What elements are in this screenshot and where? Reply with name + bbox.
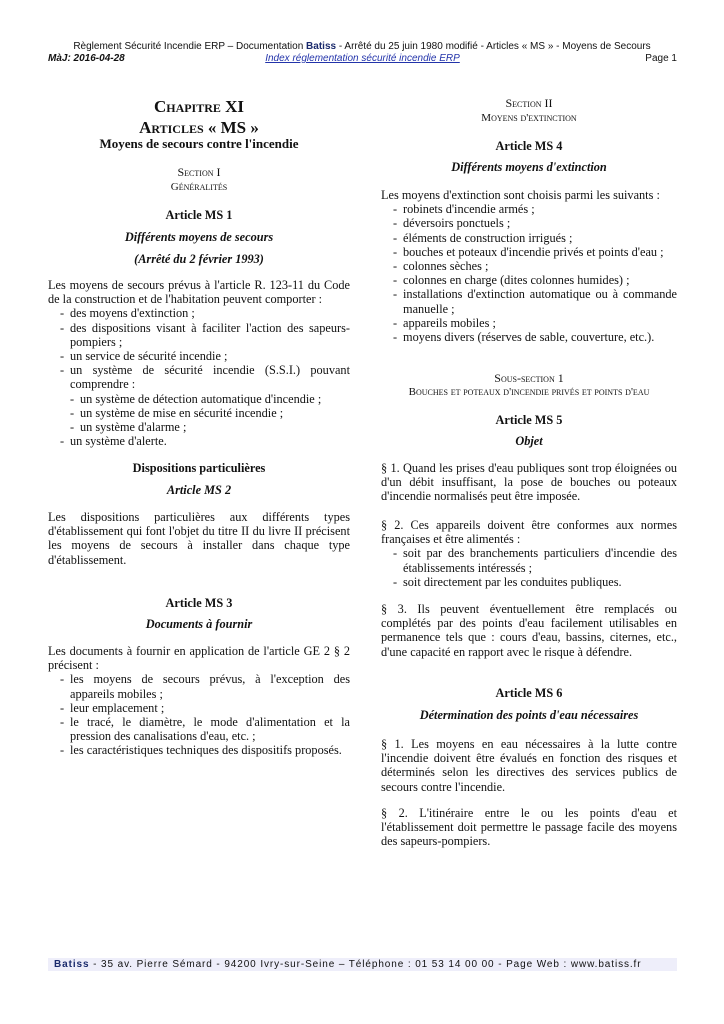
- section-title: Bouches et poteaux d'incendie privés et points d'eau: [408, 386, 650, 398]
- text-block: [381, 518, 677, 589]
- section-heading-block: [48, 165, 350, 179]
- text-block: [381, 188, 677, 344]
- paragraph: Les moyens de secours prévus à l'article R. 123-11 du Code de la construction et de l'habitation peuvent comporter :: [48, 278, 350, 307]
- list-item: - leur emplacement ;: [48, 701, 350, 715]
- header-title-end: - Arrêté du 25 juin 1980 modifié - Articles « MS » - Moyens de Secours: [336, 41, 651, 52]
- list-item: - déversoirs ponctuels ;: [381, 216, 677, 230]
- section-title-block: [48, 180, 350, 194]
- sub-list-item: - un système de détection automatique d'incendie ;: [48, 392, 350, 406]
- list-item: - colonnes en charge (dites colonnes humides) ;: [381, 273, 677, 287]
- article-subtitle: Détermination des points d'eau nécessaires: [419, 708, 639, 722]
- article-heading: Article MS 4: [495, 139, 563, 153]
- footer-bar: [48, 958, 677, 971]
- section-title-block: [381, 111, 677, 125]
- index-link[interactable]: Index réglementation sécurité incendie ERP: [265, 53, 460, 64]
- update-date: MàJ: 2016-04-28: [48, 53, 125, 64]
- article-subtitle: Différents moyens de secours: [124, 230, 274, 244]
- article-heading-block: [381, 686, 677, 700]
- paragraph: § 1. Les moyens en eau nécessaires à la lutte contre l'incendie doivent être évalués en fonction des risques et déterminés selon les directives des services publics de secours contre l'incendie.: [381, 737, 677, 794]
- article-heading: Article MS 1: [165, 208, 233, 222]
- chapter-heading: Chapitre XI: [153, 97, 245, 116]
- article-heading: Article MS 6: [495, 686, 563, 700]
- paragraph-block: [381, 602, 677, 659]
- list-item: - les caractéristiques techniques des dispositifs proposés.: [48, 743, 350, 757]
- article-heading-block: [48, 596, 350, 610]
- article-heading-block: [48, 461, 350, 475]
- article-subtitle: Article MS 2: [166, 483, 232, 497]
- chapter-subtitle-block: [48, 137, 350, 151]
- text-block: [48, 644, 350, 758]
- chapter-heading-block: [48, 118, 350, 138]
- article-subtitle-block: [48, 230, 350, 244]
- section-title: Moyens d'extinction: [481, 112, 577, 124]
- paragraph: Les documents à fournir en application de l'article GE 2 § 2 précisent :: [48, 644, 350, 673]
- page-number: Page 1: [645, 53, 677, 64]
- list-item: - les moyens de secours prévus, à l'exception des appareils mobiles ;: [48, 672, 350, 700]
- paragraph: Les moyens d'extinction sont choisis parmi les suivants :: [381, 188, 660, 202]
- article-subtitle-block: [381, 434, 677, 448]
- list-item: - robinets d'incendie armés ;: [381, 202, 677, 216]
- paragraph: Les dispositions particulières aux différents types d'établissement qui font l'objet du titre II du livre II précisent les moyens de secours à installer dans chaque type d'établissement.: [48, 510, 350, 567]
- paragraph: § 3. Ils peuvent éventuellement être remplacés ou complétés par des points d'eau facilement utilisables en permanence tels que : cours d'eau, bassins, citernes, etc., d'une capacité en rapport avec le risque à défendre.: [381, 602, 677, 659]
- article-subtitle-block: [381, 708, 677, 722]
- list-item: - colonnes sèches ;: [381, 259, 677, 273]
- paragraph: § 1. Quand les prises d'eau publiques sont trop éloignées ou d'un débit insuffisant, la pose de bouches ou poteaux d'incendie normalisés peut être imposée.: [381, 461, 677, 504]
- article-subtitle-block: [48, 617, 350, 631]
- header-brand: Batiss: [306, 41, 337, 52]
- footer-brand: Batiss: [54, 959, 90, 970]
- article-heading: Dispositions particulières: [132, 461, 266, 475]
- paragraph: § 2. L'itinéraire entre le ou les points d'eau et l'établissement doit permettre le passage facile des moyens des sapeurs-pompiers.: [381, 806, 677, 849]
- sub-list-item: - un système d'alarme ;: [48, 420, 350, 434]
- chapter-heading-block: [48, 97, 350, 117]
- list-item: - appareils mobiles ;: [381, 316, 677, 330]
- list-item: - éléments de construction irrigués ;: [381, 231, 677, 245]
- sub-list-item: - un système de mise en sécurité incendie ;: [48, 406, 350, 420]
- paragraph-block: [48, 510, 350, 567]
- paragraph-block: [381, 461, 677, 504]
- section-heading: Sous-section 1: [494, 371, 564, 385]
- section-heading-block: [381, 96, 677, 110]
- list-item: - des moyens d'extinction ;: [48, 306, 350, 320]
- section-title-block: [381, 385, 677, 399]
- article-heading-block: [381, 413, 677, 427]
- article-subtitle: (Arrêté du 2 février 1993): [134, 252, 264, 266]
- text-block: [48, 278, 350, 448]
- header-title-start: Règlement Sécurité Incendie ERP – Documentation: [73, 41, 307, 52]
- article-subtitle: Documents à fournir: [145, 617, 253, 631]
- list-item: - moyens divers (réserves de sable, couverture, etc.).: [381, 330, 677, 344]
- section-title: Généralités: [170, 181, 228, 193]
- paragraph: § 2. Ces appareils doivent être conformes aux normes françaises et être alimentés :: [381, 518, 677, 547]
- section-heading: Section I: [177, 165, 221, 179]
- list-item: - bouches et poteaux d'incendie privés et points d'eau ;: [381, 245, 677, 259]
- list-item: - un service de sécurité incendie ;: [48, 349, 350, 363]
- list-item: - un système de sécurité incendie (S.S.I.) pouvant comprendre :: [48, 363, 350, 391]
- section-heading-block: [381, 371, 677, 385]
- article-heading: Article MS 3: [165, 596, 233, 610]
- list-item: - le tracé, le diamètre, le mode d'alimentation et la pression des canalisations d'eau, etc. ;: [48, 715, 350, 743]
- footer-contact: - 35 av. Pierre Sémard - 94200 Ivry-sur-Seine – Téléphone : 01 53 14 00 00 - Page Web : www.batiss.fr: [89, 959, 642, 970]
- section-heading: Section II: [505, 96, 553, 110]
- list-item: - soit directement par les conduites publiques.: [381, 575, 677, 589]
- article-subtitle-block: [48, 483, 350, 497]
- article-subtitle: Objet: [515, 434, 543, 448]
- list-item: - soit par des branchements particuliers d'incendie des établissements intéressés ;: [381, 546, 677, 574]
- running-header-title: [0, 41, 724, 52]
- paragraph-block: [381, 737, 677, 794]
- paragraph-block: [381, 806, 677, 849]
- list-item: - installations d'extinction automatique ou à commande manuelle ;: [381, 287, 677, 315]
- list-item: - un système d'alerte.: [48, 434, 350, 448]
- article-heading-block: [48, 208, 350, 222]
- chapter-subtitle: Moyens de secours contre l'incendie: [99, 136, 299, 151]
- article-heading-block: [381, 139, 677, 153]
- chapter-heading: Articles « MS »: [139, 118, 259, 137]
- article-subtitle-block: [48, 252, 350, 266]
- article-subtitle: Différents moyens d'extinction: [451, 160, 607, 174]
- article-subtitle-block: [381, 160, 677, 174]
- article-heading: Article MS 5: [495, 413, 563, 427]
- list-item: - des dispositions visant à faciliter l'action des sapeurs-pompiers ;: [48, 321, 350, 349]
